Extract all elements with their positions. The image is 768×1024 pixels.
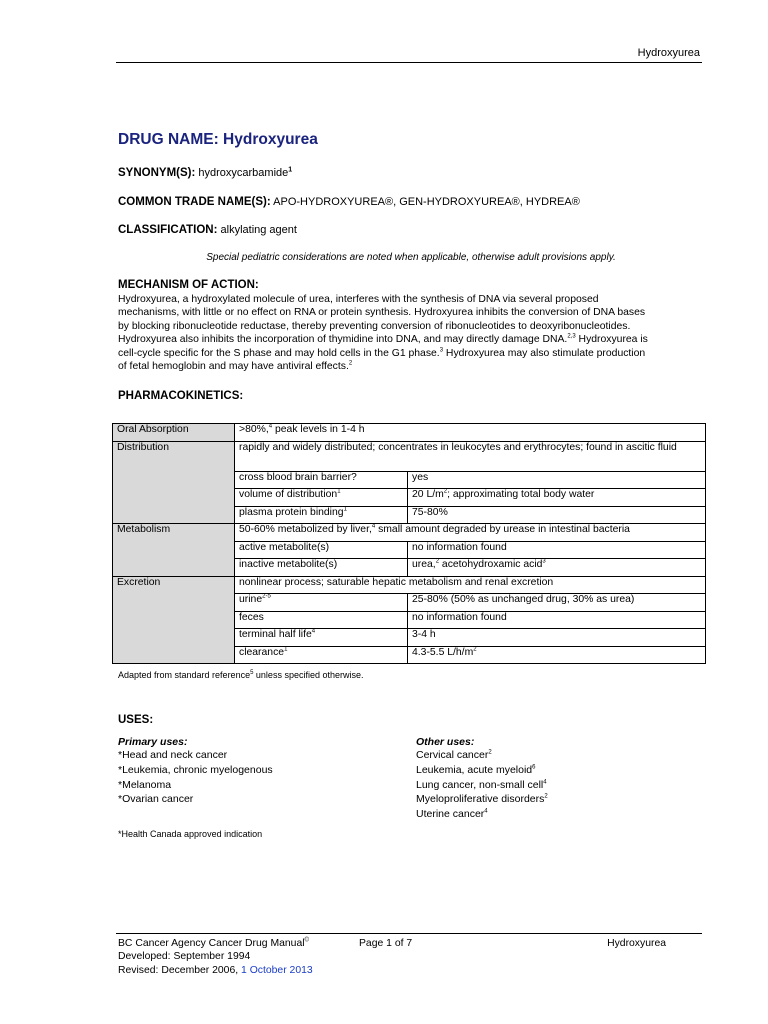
list-item <box>416 778 548 793</box>
table-category-cell <box>113 611 235 629</box>
reference-marker: 3 <box>542 558 546 565</box>
footer-page-number: Page 1 of 7 <box>359 938 413 949</box>
table-cell: rapidly and widely distributed; concentrates in leukocytes and erythrocytes; found in ascitic fluid <box>235 441 706 471</box>
reference-marker: 4 <box>268 423 273 430</box>
running-header: Hydroxyurea <box>637 47 700 59</box>
mechanism-text: Hydroxyurea is <box>575 334 648 346</box>
table-cell <box>408 646 706 664</box>
reference-marker: 4 <box>484 808 488 815</box>
table-category-cell: Distribution <box>113 441 235 471</box>
table-cell: active metabolite(s) <box>235 541 408 559</box>
footer-revised-date: 1 October 2013 <box>241 964 313 976</box>
reference-marker: 2-5 <box>262 593 271 600</box>
table-row <box>113 629 706 647</box>
classification-field <box>118 224 297 236</box>
table-category-cell <box>113 471 235 489</box>
table-cell <box>235 506 408 524</box>
cell-text: acetohydroxamic acid <box>439 559 543 570</box>
reference-marker: 6 <box>532 764 536 771</box>
mechanism-line: mechanisms, with little or no effect on RNA or protein synthesis. Hydroxyurea inhibits the conversion of DNA bases <box>118 307 646 319</box>
table-cell <box>235 594 408 612</box>
cell-text: peak levels in 1-4 h <box>272 424 365 435</box>
list-item-text: Lung cancer, non-small cell <box>416 778 544 791</box>
table-row <box>113 424 706 442</box>
classification-label: CLASSIFICATION: <box>118 224 218 236</box>
reference-marker: 4 <box>371 523 376 530</box>
table-category-cell: Metabolism <box>113 524 235 542</box>
pharmacokinetics-table <box>112 423 706 664</box>
list-item <box>416 763 548 778</box>
synonym-ref: 1 <box>288 166 293 174</box>
footer-manual-text: BC Cancer Agency Cancer Drug Manual <box>118 938 305 949</box>
table-category-cell <box>113 646 235 664</box>
classification-value: alkylating agent <box>220 224 297 236</box>
table-row <box>113 541 706 559</box>
footer-manual <box>118 937 313 950</box>
table-row <box>113 489 706 507</box>
note-text: unless specified otherwise. <box>253 670 364 680</box>
reference-marker: 1 <box>284 646 288 653</box>
reference-marker: 1 <box>343 506 347 513</box>
cell-text: 4.3-5.5 L/h/m <box>412 646 474 658</box>
synonym-field <box>118 167 292 179</box>
copyright-mark: © <box>304 937 309 944</box>
reference-marker: 3 <box>439 347 444 354</box>
exponent: 2 <box>443 488 448 495</box>
table-category-cell <box>113 559 235 577</box>
synonym-value: hydroxycarbamide <box>198 167 289 179</box>
table-category-cell: Excretion <box>113 576 235 594</box>
footer-left <box>118 937 313 977</box>
mechanism-paragraph <box>118 293 702 373</box>
cell-text: volume of distribution <box>239 489 338 500</box>
other-uses <box>416 736 548 822</box>
table-row <box>113 646 706 664</box>
table-row <box>113 576 706 594</box>
footer-drug-name: Hydroxyurea <box>607 938 666 949</box>
cell-text: small amount degraded by urease in intestinal bacteria <box>375 524 630 535</box>
table-category-cell <box>113 541 235 559</box>
mechanism-line: by blocking ribonucleotide reductase, thereby preventing conversion of ribonucleotides to deoxyribonucleotides. <box>118 320 631 332</box>
table-row <box>113 611 706 629</box>
cell-text: clearance <box>239 646 285 658</box>
table-cell: inactive metabolite(s) <box>235 559 408 577</box>
table-cell: 75-80% <box>408 506 706 524</box>
approval-footnote: *Health Canada approved indication <box>118 829 263 839</box>
table-cell <box>235 424 706 442</box>
reference-marker: 5 <box>250 670 254 676</box>
header-rule <box>116 62 702 63</box>
mechanism-line <box>118 347 702 360</box>
list-item <box>416 792 548 807</box>
primary-uses <box>118 736 273 807</box>
list-item-text: Myeloproliferative disorders <box>416 793 545 806</box>
cell-text: terminal half life <box>239 629 312 640</box>
list-item <box>416 807 548 822</box>
primary-uses-heading: Primary uses: <box>118 736 188 748</box>
mechanism-text: cell-cycle specific for the S phase and may hold cells in the G1 phase. <box>118 347 440 359</box>
table-cell: 3-4 h <box>408 629 706 647</box>
cell-text: 50-60% metabolized by liver, <box>239 524 372 535</box>
footer-rule <box>116 933 702 934</box>
table-row <box>113 441 706 471</box>
table-cell <box>235 489 408 507</box>
mechanism-line <box>118 360 702 373</box>
table-cell: yes <box>408 471 706 489</box>
list-item-text: Cervical cancer <box>416 749 489 761</box>
table-cell <box>408 559 706 577</box>
cell-text: 20 L/m <box>412 489 444 500</box>
table-row <box>113 506 706 524</box>
list-item-text: Uterine cancer <box>416 808 485 821</box>
list-item-text: Leukemia, acute myeloid <box>416 763 533 776</box>
footer-revised-text: Revised: December 2006, <box>118 964 242 976</box>
cell-text: urea, <box>412 559 436 570</box>
table-cell: no information found <box>408 541 706 559</box>
table-cell <box>235 629 408 647</box>
uses-heading: USES: <box>118 714 154 726</box>
reference-marker: 2 <box>348 360 353 367</box>
list-item: *Leukemia, chronic myelogenous <box>118 763 273 776</box>
table-row <box>113 524 706 542</box>
mechanism-line <box>118 333 702 346</box>
other-uses-list <box>416 748 548 822</box>
table-cell: feces <box>235 611 408 629</box>
table-category-cell <box>113 506 235 524</box>
pharmacokinetics-heading: PHARMACOKINETICS: <box>118 390 244 402</box>
cell-text: plasma protein binding <box>239 506 344 518</box>
drug-name-title: DRUG NAME: Hydroxyurea <box>118 131 318 148</box>
table-category-cell <box>113 629 235 647</box>
reference-marker: 4 <box>543 779 547 786</box>
reference-marker: 2 <box>544 793 548 800</box>
other-uses-heading: Other uses: <box>416 736 475 748</box>
table-cell: cross blood brain barrier? <box>235 471 408 489</box>
primary-uses-list <box>118 748 273 807</box>
cell-text: urine <box>239 594 263 605</box>
trade-name-label: COMMON TRADE NAME(S): <box>118 196 271 208</box>
reference-marker: 2 <box>488 749 492 756</box>
table-row <box>113 594 706 612</box>
table-row <box>113 471 706 489</box>
mechanism-line: Hydroxyurea, a hydroxylated molecule of urea, interferes with the synthesis of DNA via several proposed <box>118 294 599 305</box>
synonym-label: SYNONYM(S): <box>118 167 196 179</box>
cell-text: ; approximating total body water <box>447 489 595 500</box>
table-cell: no information found <box>408 611 706 629</box>
note-text: Adapted from standard reference <box>118 670 251 680</box>
table-cell: nonlinear process; saturable hepatic metabolism and renal excretion <box>235 576 706 594</box>
reference-marker: 1 <box>337 488 341 495</box>
cell-text: >80%, <box>239 424 269 435</box>
list-item <box>416 748 548 763</box>
pediatric-note: Special pediatric considerations are noted when applicable, otherwise adult provisions apply. <box>206 252 616 263</box>
trade-name-field <box>118 196 580 208</box>
exponent: 2 <box>473 646 477 653</box>
list-item: *Melanoma <box>118 778 172 791</box>
table-cell <box>235 524 706 542</box>
mechanism-heading: MECHANISM OF ACTION: <box>118 279 259 291</box>
footer-developed: Developed: September 1994 <box>118 951 251 963</box>
mechanism-text: of fetal hemoglobin and may have antiviral effects. <box>118 361 349 373</box>
reference-marker: 2,3 <box>567 333 576 340</box>
list-item: *Ovarian cancer <box>118 793 194 806</box>
footer-revised <box>118 964 313 977</box>
table-row <box>113 559 706 577</box>
reference-marker: 4 <box>311 628 316 635</box>
adapted-note <box>118 670 363 680</box>
table-category-cell <box>113 594 235 612</box>
mechanism-text: Hydroxyurea also inhibits the incorporation of thymidine into DNA, and may directly damage DNA. <box>118 334 568 346</box>
table-cell <box>235 646 408 664</box>
trade-name-value: APO-HYDROXYUREA®, GEN-HYDROXYUREA®, HYDREA® <box>273 196 580 208</box>
mechanism-text: Hydroxyurea may also stimulate production <box>443 347 646 359</box>
table-cell: 25-80% (50% as unchanged drug, 30% as urea) <box>408 594 706 612</box>
reference-marker: 2 <box>435 558 440 565</box>
table-category-cell <box>113 489 235 507</box>
table-category-cell: Oral Absorption <box>113 424 235 442</box>
table-cell <box>408 489 706 507</box>
list-item: *Head and neck cancer <box>118 749 228 761</box>
